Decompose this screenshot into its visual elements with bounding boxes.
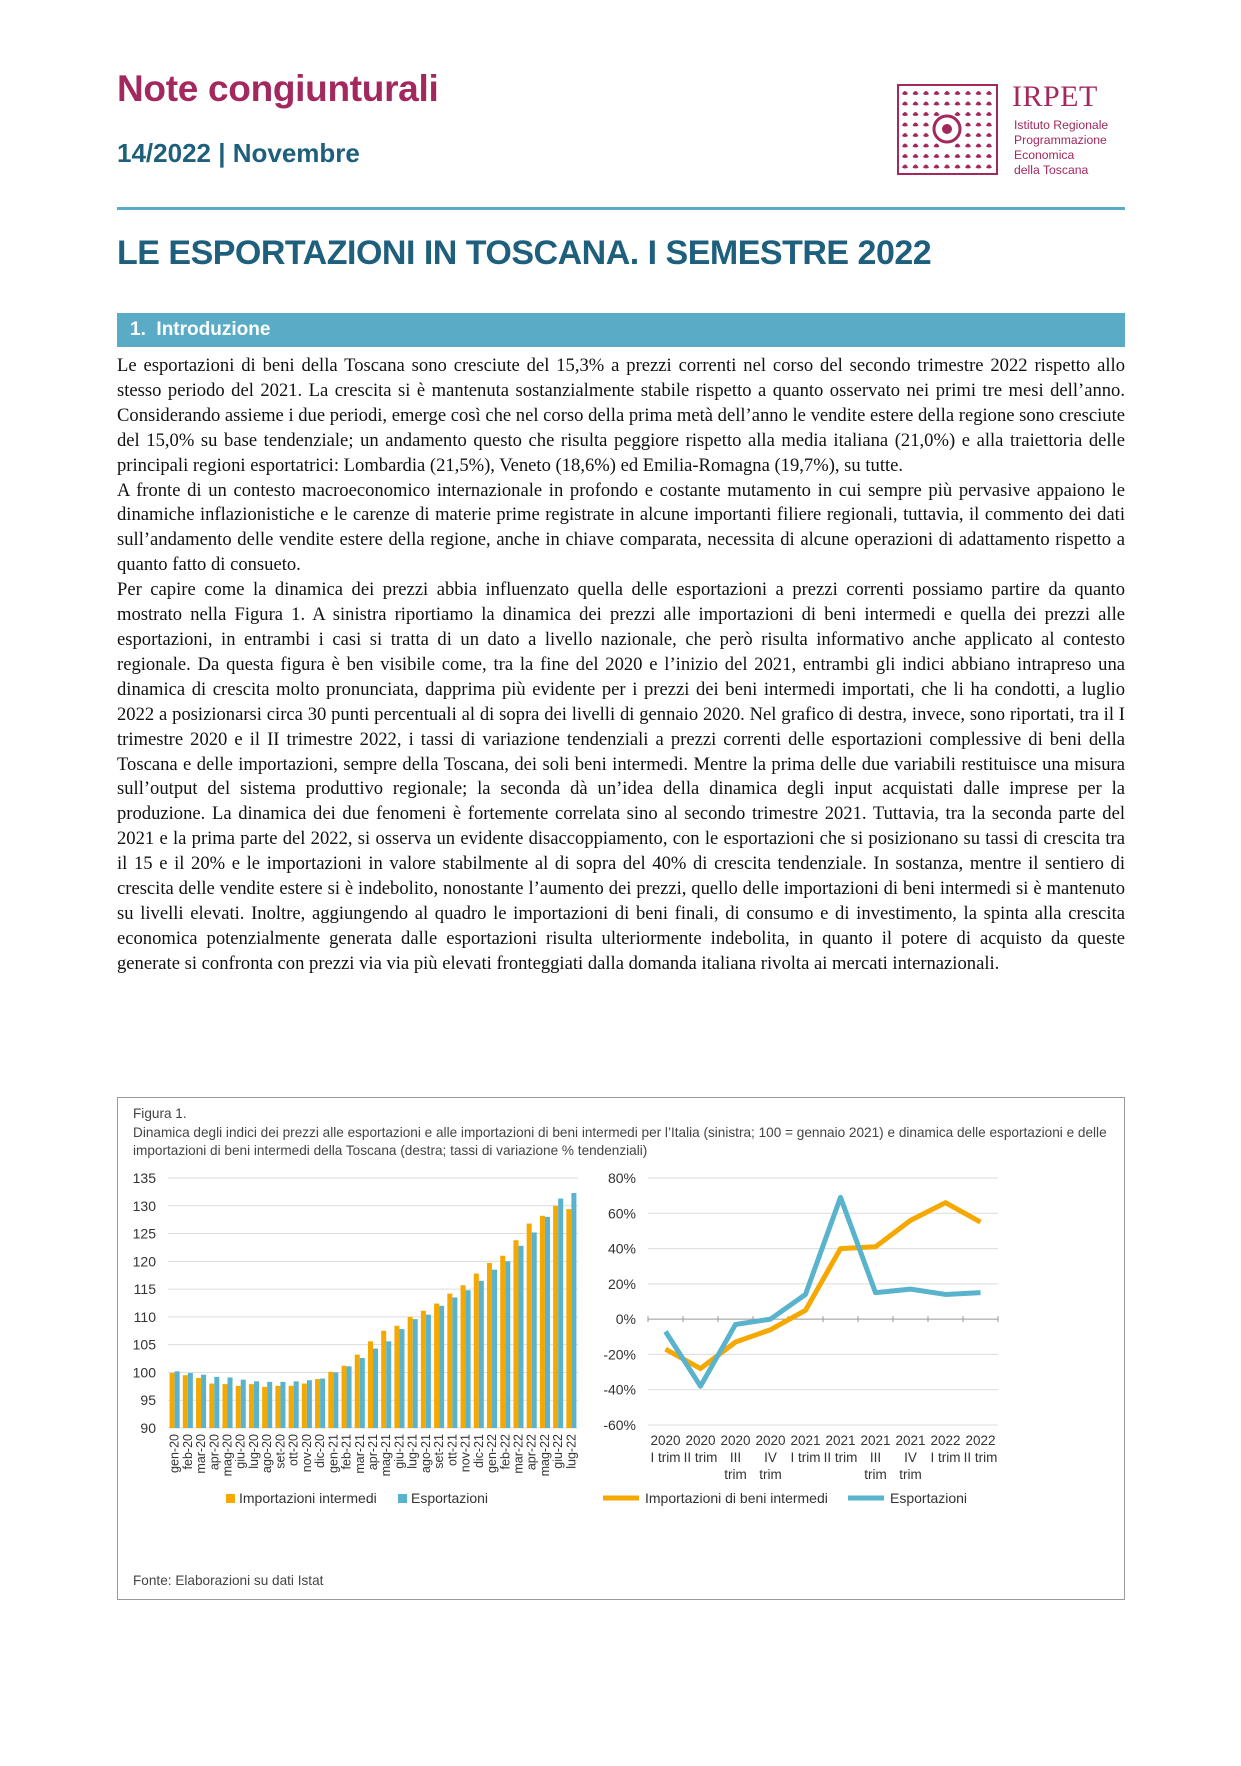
y-tick-label: 120 [132,1253,156,1270]
logo-pattern-mark [902,133,908,137]
export-price-bar [505,1261,510,1428]
export-price-bar [294,1381,299,1428]
logo-pattern-mark [965,133,971,137]
x-tick-label: giu-22 [551,1434,566,1469]
x-tick-label: mar-20 [194,1434,209,1474]
legend-label: Esportazioni [890,1490,968,1506]
logo-pattern-mark [902,91,908,95]
header-rule [117,207,1125,210]
logo-pattern-mark [913,112,919,116]
x-tick-label: set-20 [273,1434,288,1469]
logo-pattern-mark [902,123,908,127]
x-tick-label: feb-21 [339,1434,354,1470]
logo-pattern-mark [955,154,961,158]
x-tick-label: gen-20 [167,1434,182,1473]
export-price-bar [386,1341,391,1428]
paragraph: Per capire come la dinamica dei prezzi abbia influenzato quella delle esportazioni a prezzi correnti possiamo partire da quanto mostrato nella Figura 1. A sinistra riportiamo la dinamica dei prezzi alle importazioni di beni intermedi e quella dei prezzi alle esportazioni, in entrambi i casi si tratta di un dato a livello nazionale, che però risulta informativo anche applicato al contesto regionale. Da questa figura è ben visibile come, tra la fine del 2020 e l’inizio del 2021, entrambi gli indici abbiano intrapreso una dinamica di crescita molto pronunciata, dapprima più evidente per i prezzi dei beni intermedi importati, che li ha condotti, a luglio 2022 a posizionarsi circa 30 punti percentuali al di sopra dei livelli di gennaio 2020. Nel grafico di destra, invece, sono riportati, tra il I trimestre 2020 e il II trimestre 2022, i tassi di variazione tendenziali a prezzi correnti delle esportazioni complessive di beni della Toscana e delle importazioni, sempre della Toscana, dei soli beni intermedi. Mentre la prima delle due variabili restituisce una misura sull’output del sistema produttivo regionale; la seconda dà un’idea della dinamica degli input acquistati dalle imprese per la produzione. La dinamica dei due fenomeni è fortemente correlata sino al secondo trimestre 2021. Tuttavia, tra la seconda parte del 2021 e la prima parte del 2022, si osserva un evidente disaccoppiamento, con le esportazioni che si posizionano su tassi di crescita tra il 15 e il 20% e le importazioni in valore stabilmente al di sopra del 40% di crescita tendenziale. In sostanza, mentre il sentiero di crescita delle vendite estere si è indebolito, nonostante l’aumento dei prezzi, quello delle importazioni di beni intermedi si è mantenuto su livelli elevati. Inoltre, aggiungendo al quadro le importazioni di beni finali, di consumo e di investimento, la spinta alla crescita economica potenzialmente generata dalle esportazioni risulta ulteriormente indebolita, in quanto il potere di acquisto da queste generate si confronta con prezzi via via più elevati fronteggiati dalla domanda italiana rivolta ai mercati internazionali. [117,579,1125,974]
import-price-bar [381,1331,386,1428]
export-price-bar [175,1371,180,1428]
logo-pattern-mark [902,165,908,169]
logo-pattern-mark [976,144,982,148]
y-tick-label: 80% [607,1170,636,1186]
x-tick-label: dic-21 [471,1434,486,1469]
x-tick-label: nov-20 [299,1434,314,1473]
export-price-bar [347,1366,352,1428]
import-price-bar [222,1384,227,1428]
export-price-bar [241,1380,246,1428]
note-series-title: Note congiunturali [117,68,439,109]
import-price-bar [302,1384,307,1428]
logo-pattern-mark [976,102,982,106]
logo-pattern-mark [944,165,950,169]
logo-subtitle-line: Istituto Regionale [1014,118,1109,132]
export-price-bar [439,1306,444,1428]
logo-pattern-mark [965,112,971,116]
logo-pattern-mark [955,165,961,169]
import-price-bar [487,1263,492,1428]
logo-pattern-mark [923,133,929,137]
logo-pattern-mark [976,123,982,127]
export-price-bar [413,1319,418,1428]
x-tick-label-line: trim [899,1467,922,1482]
export-price-bar [399,1329,404,1428]
export-price-bar [518,1246,523,1428]
logo-pattern-mark [955,112,961,116]
logo-pattern-mark [986,102,992,106]
logo-pattern-mark [902,102,908,106]
x-tick-label: mag-22 [537,1434,552,1477]
x-tick-label: lug-21 [405,1434,420,1469]
export-price-bar [201,1375,206,1428]
logo-name: IRPET [1012,80,1098,113]
x-tick-label [824,1433,858,1465]
x-tick-label: gen-22 [485,1434,500,1473]
x-tick-label: set-21 [432,1434,447,1469]
x-tick-label: ott-20 [286,1434,301,1466]
y-tick-label: 130 [132,1197,156,1214]
y-tick-label: 105 [132,1336,156,1353]
figure-source: Fonte: Elaborazioni su dati Istat [133,1573,324,1588]
logo-pattern-mark [923,102,929,106]
export-price-bar [228,1377,233,1428]
x-tick-label: apr-20 [207,1434,222,1471]
logo-pattern-mark [913,165,919,169]
logo-pattern-mark [913,154,919,158]
x-tick-label-line: IV [904,1450,917,1465]
y-tick-label: 90 [140,1420,156,1436]
x-tick-label-line: II trim [683,1450,718,1465]
export-price-bar [479,1281,484,1428]
x-tick-label: mar-22 [511,1434,526,1474]
import-price-bar [434,1304,439,1428]
logo-pattern-mark [986,154,992,158]
export-price-bar [360,1358,365,1428]
section-heading [117,313,1125,347]
section-title: Introduzione [156,319,271,340]
y-tick-label: 135 [132,1170,156,1186]
logo-pattern-mark [913,102,919,106]
x-tick-label-line: 2021 [790,1433,821,1448]
x-tick-label [755,1433,785,1482]
logo-pattern-mark [913,133,919,137]
x-tick-label: gen-21 [326,1434,341,1473]
logo-pattern-mark [965,165,971,169]
x-tick-label: apr-21 [366,1434,380,1471]
x-tick-label: ott-21 [445,1434,460,1466]
import-price-bar [315,1379,320,1428]
x-tick-label: dic-20 [313,1434,328,1469]
x-tick-label-line: III [869,1450,882,1465]
logo-pattern-mark [913,123,919,127]
x-tick-label-line: II trim [823,1450,858,1465]
x-tick-label [860,1433,890,1482]
logo-pattern-mark [986,112,992,116]
paragraph: Le esportazioni di beni della Toscana sono cresciute del 15,3% a prezzi correnti nel corso del secondo trimestre 2022 rispetto allo stesso periodo del 2021. La crescita si è mantenuta sostanzialmente stabile rispetto a quanto osservato nei primi tre mesi dell’anno. Considerando assieme i due periodi, emerge così che nel corso della prima metà dell’anno le vendite estere della regione sono cresciute del 15,0% su base tendenziale; un andamento questo che risulta peggiore rispetto alla media italiana (21,0%) e alla traiettoria delle principali regioni esportatrici: Lombardia (21,5%), Veneto (18,6%) ed Emilia-Romagna (19,7%), su tutte. [117,355,1125,476]
body-text [117,354,1125,977]
y-tick-label: 115 [133,1281,156,1298]
import-price-bar [275,1386,280,1428]
y-tick-label: 40% [607,1240,636,1257]
export-price-bar [466,1290,471,1428]
logo-pattern-mark [934,112,940,116]
x-tick-label-line: 2021 [860,1433,891,1448]
logo-pattern-mark [965,144,971,148]
logo-pattern-mark [902,144,908,148]
x-tick-label-line: IV [764,1450,777,1465]
import-price-bar [342,1366,347,1428]
import-price-bar [553,1206,558,1428]
x-tick-label-line: trim [864,1467,887,1482]
x-tick-label: ago-20 [260,1434,275,1473]
logo-pattern-mark [976,112,982,116]
logo-pattern-mark [965,123,971,127]
logo-pattern-mark [965,91,971,95]
price-index-bar-chart [118,1163,588,1533]
legend-label: Importazioni intermedi [239,1490,377,1506]
section-heading-text [130,319,270,341]
logo-pattern-mark [934,91,940,95]
import-price-bar [513,1240,518,1428]
export-price-bar [188,1373,193,1428]
import-price-bar [289,1386,294,1428]
y-tick-label: 100 [132,1364,156,1381]
x-tick-label: apr-22 [524,1434,539,1471]
logo-pattern-mark [955,144,961,148]
y-tick-label: 20% [607,1275,636,1292]
import-price-bar [209,1384,214,1428]
x-tick-label-line: 2021 [825,1433,856,1448]
y-tick-label: -60% [603,1417,636,1433]
x-tick-label: giu-20 [233,1434,248,1469]
export-price-bar [545,1217,550,1428]
export-price-bar [267,1382,272,1428]
import-price-bar [447,1294,452,1428]
x-tick-label-line: 2020 [685,1433,716,1448]
x-tick-label: mag-20 [220,1434,235,1477]
import-price-bar [249,1384,254,1428]
logo-pattern-mark [944,91,950,95]
figure-label: Figura 1. [133,1106,187,1121]
paragraph: A fronte di un contesto macroeconomico internazionale in profondo e costante mutamento in cui sempre più pervasive appaiono le dinamiche inflazionistiche e le carenze di materie prime registrate in alcune importanti filiere regionali, tuttavia, il commento dei dati sull’andamento delle vendite estere della regione, anche in chiave comparata, necessita di alcune operazioni di adattamento rispetto a quanto fatto di consueto. [117,479,1125,576]
export-price-bar [558,1199,563,1428]
x-tick-label-line: 2022 [965,1433,996,1448]
logo-pattern-mark [955,91,961,95]
logo-subtitle-line: Economica [1014,148,1075,162]
logo-pattern-mark [923,165,929,169]
import-price-bar [183,1375,188,1428]
x-tick-label-line: I trim [650,1450,681,1465]
logo-pattern-mark [976,154,982,158]
logo-pattern-mark [923,112,929,116]
logo-pattern-mark [923,123,929,127]
export-price-bar [532,1232,537,1428]
logo-pattern-mark [902,112,908,116]
import-price-bar [474,1274,479,1428]
legend-label: Esportazioni [411,1490,489,1506]
logo-pattern-mark [934,102,940,106]
logo-pattern-mark [923,91,929,95]
x-tick-label-line: 2021 [895,1433,926,1448]
logo-pattern-mark [976,165,982,169]
export-price-bar [373,1349,378,1428]
import-price-bar [262,1387,267,1428]
legend-swatch [226,1494,235,1503]
x-tick-label: mag-21 [379,1434,394,1477]
logo-pattern-mark [913,91,919,95]
logo-pattern-mark [923,144,929,148]
x-tick-label: feb-20 [180,1434,195,1470]
import-price-bar [170,1373,175,1428]
x-tick-label-line: 2020 [755,1433,786,1448]
import-price-bar [368,1341,373,1428]
x-tick-label-line: I trim [790,1450,821,1465]
logo-subtitle [1014,118,1108,178]
logo-subtitle-line: della Toscana [1014,163,1089,177]
logo-pattern-mark [944,154,950,158]
growth-rate-line-chart [603,1163,1008,1533]
logo-pattern-mark [986,144,992,148]
legend-label: Importazioni di beni intermedi [645,1490,828,1506]
logo-subtitle-line: Programmazione [1014,133,1107,147]
logo-pattern-mark [934,144,940,148]
import-price-bar [328,1372,333,1428]
import-price-bar [500,1256,505,1428]
x-tick-label: lug-20 [246,1434,261,1469]
issue-number: 14/2022 | Novembre [117,138,360,168]
logo-pattern-mark [934,165,940,169]
import-price-bar [355,1355,360,1428]
y-tick-label: 125 [132,1225,156,1242]
import-price-bar [408,1317,413,1428]
import-price-bar [540,1216,545,1428]
export-price-bar [307,1380,312,1428]
x-tick-label-line: III [729,1450,742,1465]
logo-pattern-mark [986,91,992,95]
export-price-bar [214,1377,219,1428]
export-price-bar [426,1315,431,1428]
logo-pattern-mark [944,102,950,106]
x-tick-label: feb-22 [498,1434,513,1470]
export-price-bar [280,1382,285,1428]
y-tick-label: 60% [607,1205,636,1222]
import-price-bar [196,1378,201,1428]
x-tick-label [790,1433,820,1465]
figure-caption: Dinamica degli indici dei prezzi alle esportazioni e alle importazioni di beni intermedi per l’Italia (sinistra; 100 = gennaio 2021) e dinamica delle esportazioni e delle importazioni di beni intermedi della Toscana (destra; tassi di variazione % tendenziali) [133,1125,1107,1158]
y-tick-label: 110 [133,1308,156,1325]
import-price-bar [236,1386,241,1428]
x-tick-label [930,1433,960,1465]
x-tick-label [650,1433,680,1465]
export-price-bar [492,1270,497,1428]
logo-pattern-mark [986,165,992,169]
logo-pattern-mark [934,154,940,158]
import-price-bar [421,1311,426,1428]
irpet-logo-icon [895,82,1000,177]
import-price-bar [394,1326,399,1428]
logo-pattern-mark [965,154,971,158]
y-tick-label: 95 [140,1392,156,1409]
logo-pattern-mark [955,102,961,106]
y-tick-label: -40% [603,1381,636,1398]
legend-swatch [398,1494,407,1503]
x-tick-label: giu-21 [392,1434,407,1469]
logo-pattern-mark [965,102,971,106]
import-price-bar [527,1224,532,1428]
x-tick-label [895,1433,925,1482]
x-tick-label [684,1433,718,1465]
x-tick-label-line: 2020 [650,1433,681,1448]
x-tick-label-line: 2022 [930,1433,961,1448]
logo-pattern-mark [913,144,919,148]
imports-line [666,1203,981,1369]
export-price-bar [571,1193,576,1428]
logo-pattern-mark [976,133,982,137]
x-tick-label-line: 2020 [720,1433,751,1448]
import-price-bar [566,1209,571,1428]
export-price-bar [320,1379,325,1428]
x-tick-label-line: II trim [963,1450,998,1465]
import-price-bar [461,1285,466,1428]
logo-pattern-mark [976,91,982,95]
document-title: LE ESPORTAZIONI IN TOSCANA. I SEMESTRE 2022 [117,234,932,272]
y-tick-label: -20% [603,1346,636,1363]
x-tick-label-line: trim [759,1467,782,1482]
y-tick-label: 0% [615,1311,636,1328]
x-tick-label [964,1433,998,1465]
x-tick-label-line: trim [724,1467,747,1482]
x-tick-label: mar-21 [352,1434,367,1474]
logo-pattern-mark [902,154,908,158]
x-tick-label: lug-22 [564,1434,579,1469]
x-tick-label-line: I trim [930,1450,961,1465]
x-tick-label [720,1433,750,1482]
export-price-bar [333,1372,338,1428]
figure-box [117,1097,1125,1600]
export-price-bar [254,1381,259,1428]
logo-pattern-mark [923,154,929,158]
logo-pattern-mark [986,123,992,127]
section-number: 1. [130,319,146,340]
logo-pattern-mark [986,133,992,137]
export-price-bar [452,1297,457,1428]
x-tick-label: nov-21 [458,1434,473,1473]
x-tick-label: ago-21 [418,1434,433,1473]
